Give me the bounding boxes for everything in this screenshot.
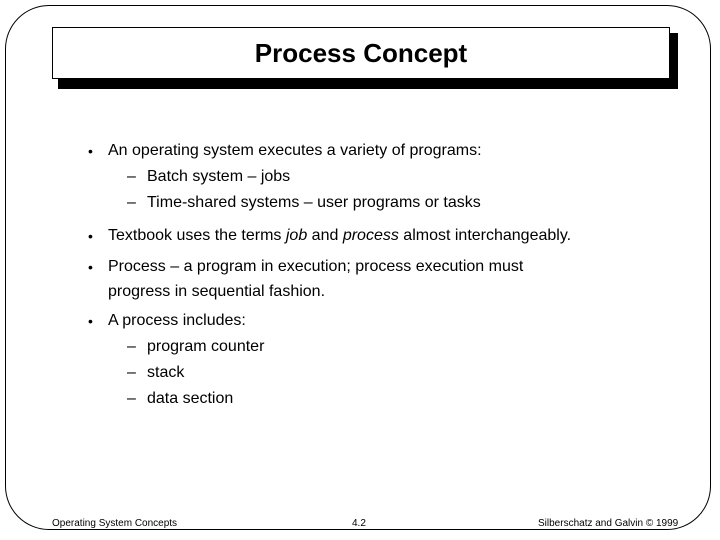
dash-icon: – (127, 168, 136, 185)
term-job: job (285, 227, 308, 244)
term-process: process (342, 227, 399, 244)
bullet-3-text: Process – a program in execution; process execution must (108, 258, 524, 275)
bullet-2-text: Textbook uses the terms job and process almost interchangeably. (108, 227, 572, 244)
dash-icon: – (127, 364, 136, 381)
sub-bullet-4-3 (127, 386, 233, 412)
dash-icon: – (127, 390, 136, 407)
sub-bullet-text: program counter (147, 338, 265, 355)
slide-title: Process Concept (254, 37, 468, 68)
footer-authors: Silberschatz and Galvin © 1999 (538, 518, 679, 529)
dash-icon: – (127, 194, 136, 211)
sub-bullet-4-1 (127, 334, 264, 360)
footer-page-number: 4.2 (352, 518, 366, 529)
bullet-1-text: An operating system executes a variety of programs: (108, 142, 482, 159)
title-box (52, 27, 670, 79)
sub-bullet-text: Batch system – jobs (147, 168, 291, 185)
bullet-icon: • (88, 143, 93, 159)
bullet-3-continuation: progress in sequential fashion. (108, 283, 326, 300)
sub-bullet-1-1 (127, 164, 290, 190)
bullet-icon: • (88, 228, 93, 244)
bullet-icon: • (88, 259, 93, 275)
bullet-4-text: A process includes: (108, 312, 246, 329)
sub-bullet-text: data section (147, 390, 234, 407)
dash-icon: – (127, 338, 136, 355)
bullet-icon: • (88, 313, 93, 329)
sub-bullet-text: stack (147, 364, 185, 381)
sub-bullet-text: Time-shared systems – user programs or tasks (147, 194, 481, 211)
sub-bullet-1-2 (127, 190, 481, 216)
footer-course: Operating System Concepts (52, 518, 178, 529)
sub-bullet-4-2 (127, 360, 184, 386)
